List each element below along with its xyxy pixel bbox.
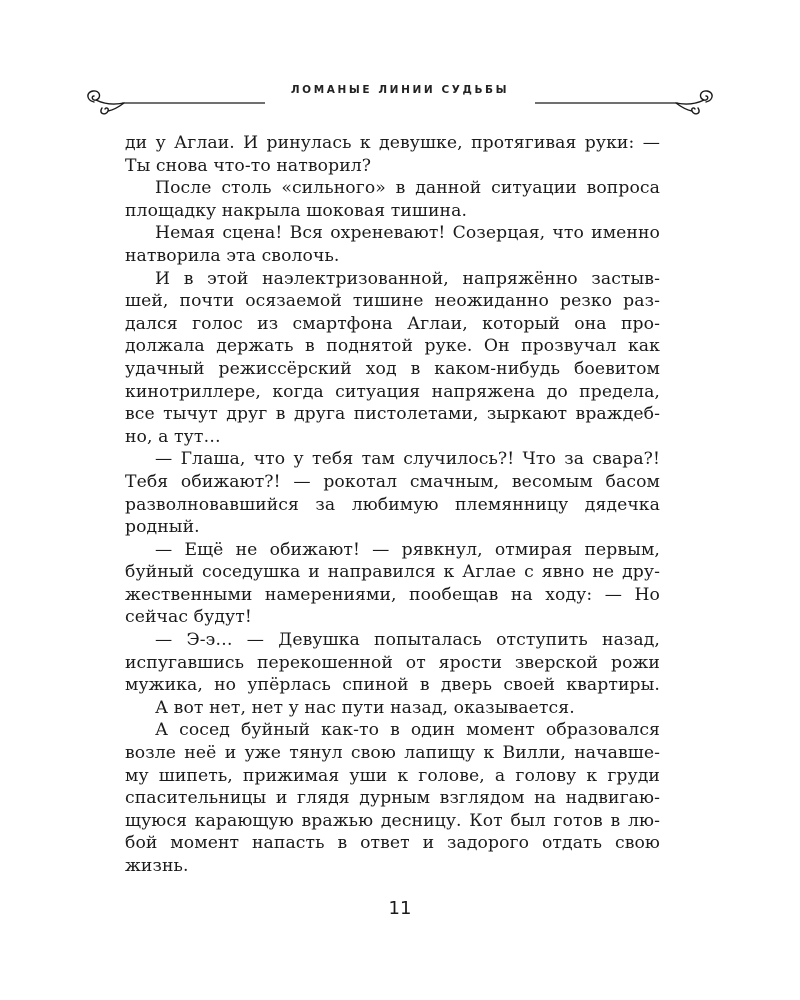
text-line: Тебя обижают?! — рокотал смачным, весомым басом [125, 471, 660, 492]
text-line: площадку накрыла шоковая тишина. [125, 200, 468, 221]
text-line: буйный соседушка и направился к Аглае с явно не дру- [125, 562, 660, 583]
text-line: все тычут друг в друга пистолетами, зыркают враждеб- [125, 404, 660, 425]
text-line: сейчас будут! [125, 607, 252, 628]
text-line: возле неё и уже тянул свою лапищу к Вилли, начавше- [125, 743, 660, 764]
text-line: После столь «сильного» в данной ситуации вопроса [155, 178, 660, 199]
text-line: удачный режиссёрский ход в каком-нибудь боевитом [125, 358, 660, 379]
text-line: спасительницы и глядя дурным взглядом на надвигаю- [125, 788, 660, 809]
text-line: бой момент напасть в ответ и задорого отдать свою [125, 833, 660, 854]
running-header-title: ЛОМАНЫЕ ЛИНИИ СУДЬБЫ [290, 84, 510, 96]
text-line: А сосед буйный как-то в один момент образовался [155, 720, 660, 741]
text-line: И в этой наэлектризованной, напряжённо застыв- [155, 268, 660, 289]
text-line: родный. [125, 517, 200, 538]
text-line: но, а тут… [125, 426, 221, 447]
text-line: му шипеть, прижимая уши к голове, а голову к груди [125, 765, 660, 786]
text-line: Немая сцена! Вся охреневают! Созерцая, что именно [155, 223, 660, 244]
text-line: — Ещё не обижают! — рявкнул, отмирая первым, [155, 539, 660, 560]
text-line: кинотриллере, когда ситуация напряжена до предела, [125, 381, 660, 402]
page-number: 11 [388, 898, 412, 919]
text-line: Ты снова что-то натворил? [125, 155, 372, 176]
running-header [80, 78, 720, 118]
text-line: — Глаша, что у тебя там случилось?! Что за свара?! [155, 449, 660, 470]
text-line: шей, почти осязаемой тишине неожиданно резко раз- [125, 291, 660, 312]
text-line: А вот нет, нет у нас пути назад, оказывается. [155, 697, 575, 718]
text-line: дался голос из смартфона Аглаи, который она про- [125, 313, 660, 334]
text-line: разволновавшийся за любимую племянницу дядечка [125, 494, 660, 515]
text-line: — Э-э… — Девушка попыталась отступить назад, [155, 630, 660, 651]
text-line: жизнь. [125, 856, 189, 876]
text-line: испугавшись перекошенной от ярости зверской рожи [125, 652, 660, 673]
text-line: жественными намерениями, пообещав на ходу: — Но [125, 584, 660, 605]
text-line: натворила эта сволочь. [125, 245, 340, 266]
text-line: ди у Аглаи. И ринулась к девушке, протягивая руки: — [125, 133, 660, 153]
text-line: должала держать в поднятой руке. Он прозвучал как [125, 336, 660, 357]
body-text [125, 132, 660, 878]
text-line: щуюся карающую вражью десницу. Кот был готов в лю- [125, 810, 660, 831]
text-line: мужика, но упёрлась спиной в дверь своей квартиры. [125, 675, 660, 696]
